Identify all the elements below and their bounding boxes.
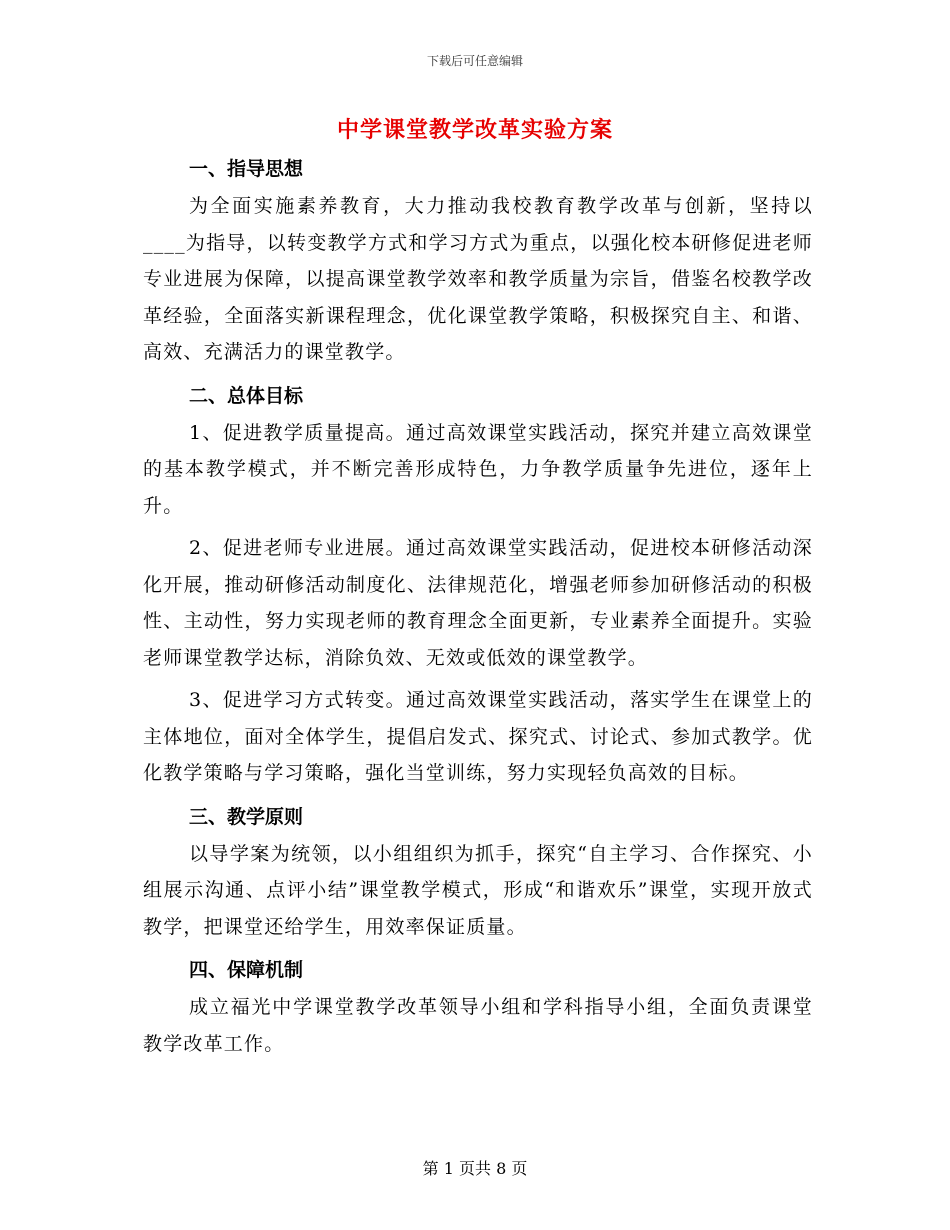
paragraph-guarantee-mechanism: 成立福光中学课堂教学改革领导小组和学科指导小组，全面负责课堂教学改革工作。	[143, 996, 813, 1055]
section-heading-overall-goals: 二、总体目标	[189, 384, 304, 407]
paragraph-goal-3: 3、促进学习方式转变。通过高效课堂实践活动，落实学生在课堂上的主体地位，面对全体学生，提倡启发式、探究式、讨论式、参加式教学。优化教学策略与学习策略，强化当堂训练，努力实现轻负高效的目标。	[143, 689, 813, 784]
paragraph-goal-1: 1、促进教学质量提高。通过高效课堂实践活动，探究并建立高效课堂的基本教学模式，并不断完善形成特色，力争教学质量争先进位，逐年上升。	[143, 421, 813, 517]
paragraph-goal-2: 2、促进老师专业进展。通过高效课堂实践活动，促进校本研修活动深化开展，推动研修活动制度化、法律规范化，增强老师参加研修活动的积极性、主动性，努力实现老师的教育理念全面更新，专业素养全面提升。实验老师课堂教学达标，消除负效、无效或低效的课堂教学。	[143, 537, 813, 669]
paragraph-teaching-principles: 以导学案为统领，以小组组织为抓手，探究“自主学习、合作探究、小组展示沟通、点评小结”课堂教学模式，形成“和谐欢乐”课堂，实现开放式教学，把课堂还给学生，用效率保证质量。	[143, 842, 813, 938]
document-title: 中学课堂教学改革实验方案	[336, 117, 613, 143]
document-body	[143, 150, 813, 1062]
paragraph-guiding-ideology: 为全面实施素养教育，大力推动我校教育教学改革与创新，坚持以____为指导，以转变教学方式和学习方式为重点，以强化校本研修促进老师专业进展为保障，以提高课堂教学效率和教学质量为宗旨，借鉴名校教学改革经验，全面落实新课程理念，优化课堂教学策略，积极探究自主、和谐、高效、充满活力的课堂教学。	[143, 195, 813, 363]
section-heading-teaching-principles: 三、教学原则	[189, 805, 304, 828]
page-footer: 第 1 页共 8 页	[422, 1159, 528, 1178]
section-heading-guiding-ideology: 一、指导思想	[189, 158, 304, 180]
header-note: 下载后可任意编辑	[426, 54, 523, 68]
section-heading-guarantee-mechanism: 四、保障机制	[189, 959, 304, 981]
